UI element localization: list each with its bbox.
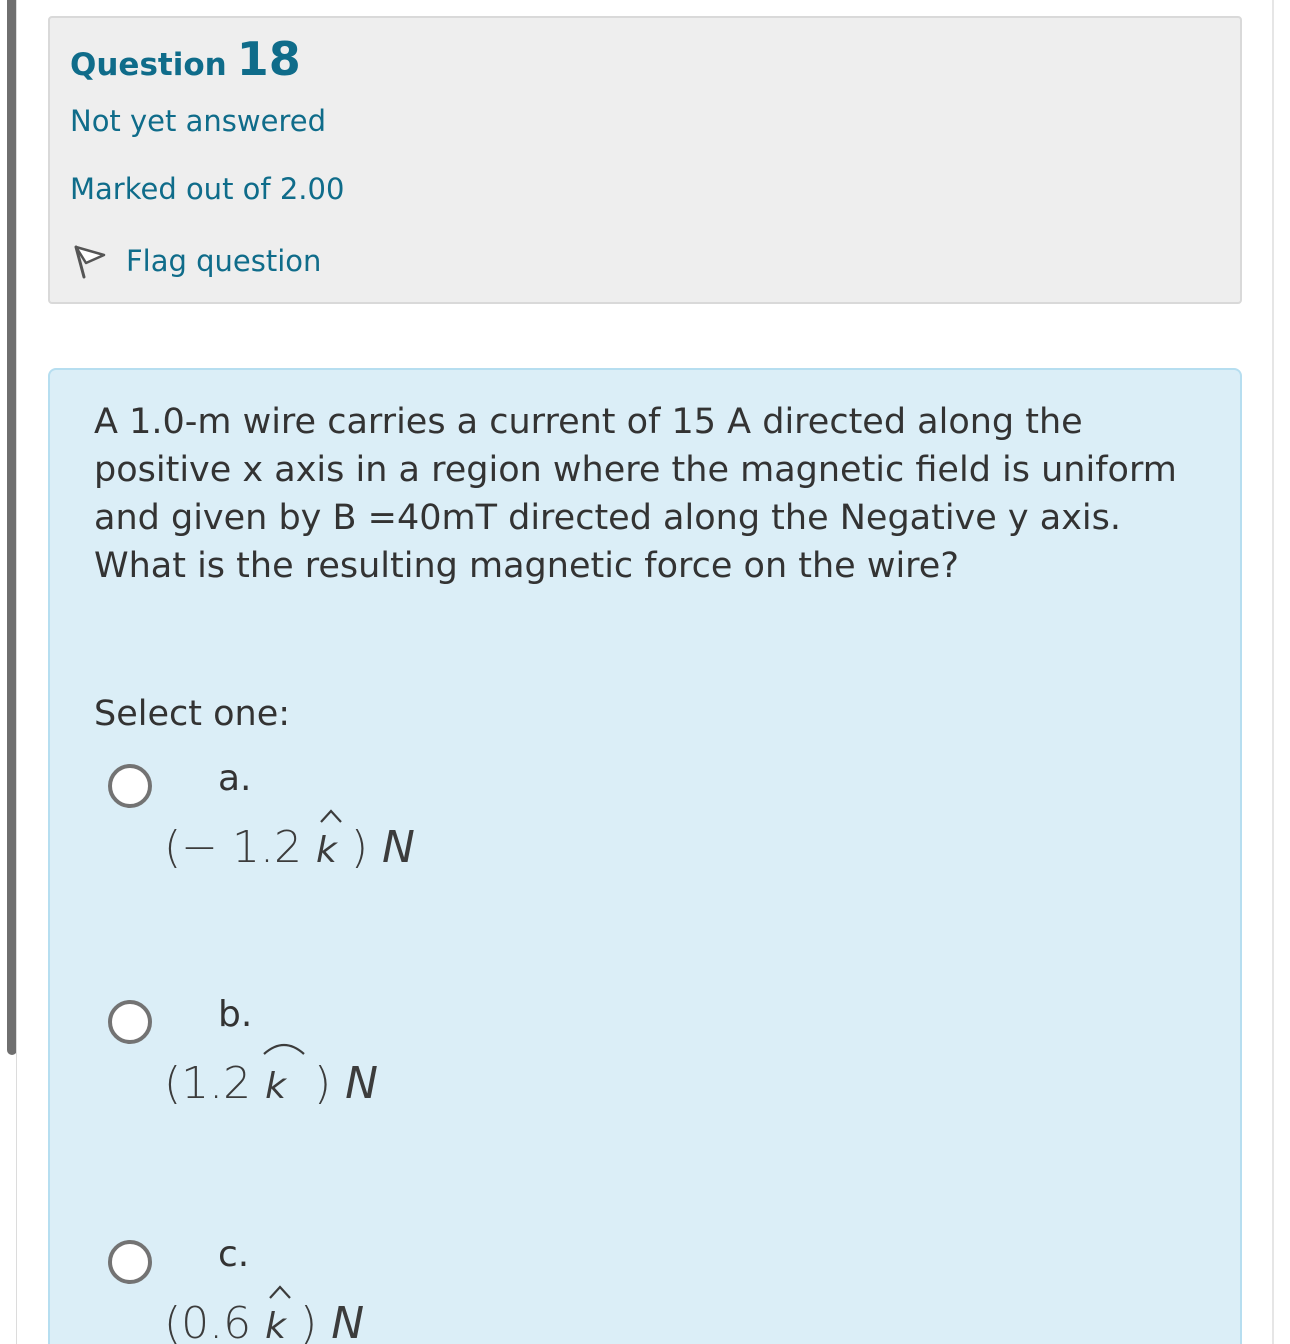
left-divider [16, 0, 17, 1344]
question-content-panel [48, 368, 1242, 1344]
question-grade: Marked out of 2.00 [70, 172, 345, 206]
question-number: 18 [236, 32, 301, 86]
radio-button-b[interactable] [108, 1000, 152, 1044]
close-paren-c: ) [300, 1298, 318, 1344]
unit-vector-b: k [265, 1066, 286, 1107]
option-answer-b[interactable] [164, 1058, 378, 1109]
close-paren-b: ) [314, 1058, 332, 1109]
unit-vector-a: k [316, 830, 337, 871]
unit-c: N [331, 1298, 365, 1344]
value-c: 0.6 [181, 1298, 252, 1344]
select-one-prompt: Select one: [94, 694, 291, 734]
radio-button-c[interactable] [108, 1240, 152, 1284]
flag-question-label[interactable]: Flag question [126, 244, 322, 278]
question-state: Not yet answered [70, 104, 326, 138]
value-a: 1.2 [232, 822, 303, 873]
option-answer-c[interactable] [164, 1298, 364, 1344]
option-answer-a[interactable] [164, 822, 415, 873]
question-info-panel [48, 16, 1242, 304]
option-letter-c[interactable]: c. [218, 1234, 250, 1275]
right-divider [1272, 0, 1274, 1344]
radio-button-a[interactable] [108, 764, 152, 808]
option-letter-b[interactable]: b. [218, 994, 253, 1035]
question-text: A 1.0-m wire carries a current of 15 A directed along the positive x axis in a region where the magnetic field is uniform and given by B =40mT directed along the Negative y axis. What is the resulting magnetic force on the wire? [94, 402, 1177, 586]
open-paren-c: ( [164, 1298, 182, 1344]
open-paren-b: ( [164, 1058, 182, 1109]
hat-icon [261, 1038, 307, 1056]
flag-icon[interactable] [70, 241, 110, 281]
value-b: 1.2 [181, 1058, 252, 1109]
hat-icon [267, 1284, 293, 1300]
answer-option-a[interactable] [108, 758, 1008, 904]
answer-option-b[interactable] [108, 994, 1008, 1140]
close-paren-a: ) [350, 822, 369, 873]
open-paren-a: ( [164, 822, 182, 873]
sign-a: − [181, 822, 233, 873]
unit-a: N [382, 822, 415, 873]
question-heading [70, 32, 301, 86]
hat-icon [318, 808, 344, 824]
option-letter-a[interactable]: a. [218, 758, 252, 799]
answer-option-c[interactable] [108, 1234, 1008, 1344]
unit-b: N [345, 1058, 379, 1109]
question-label: Question [70, 47, 227, 83]
flag-question-link[interactable] [70, 236, 321, 286]
unit-vector-c: k [265, 1306, 286, 1344]
